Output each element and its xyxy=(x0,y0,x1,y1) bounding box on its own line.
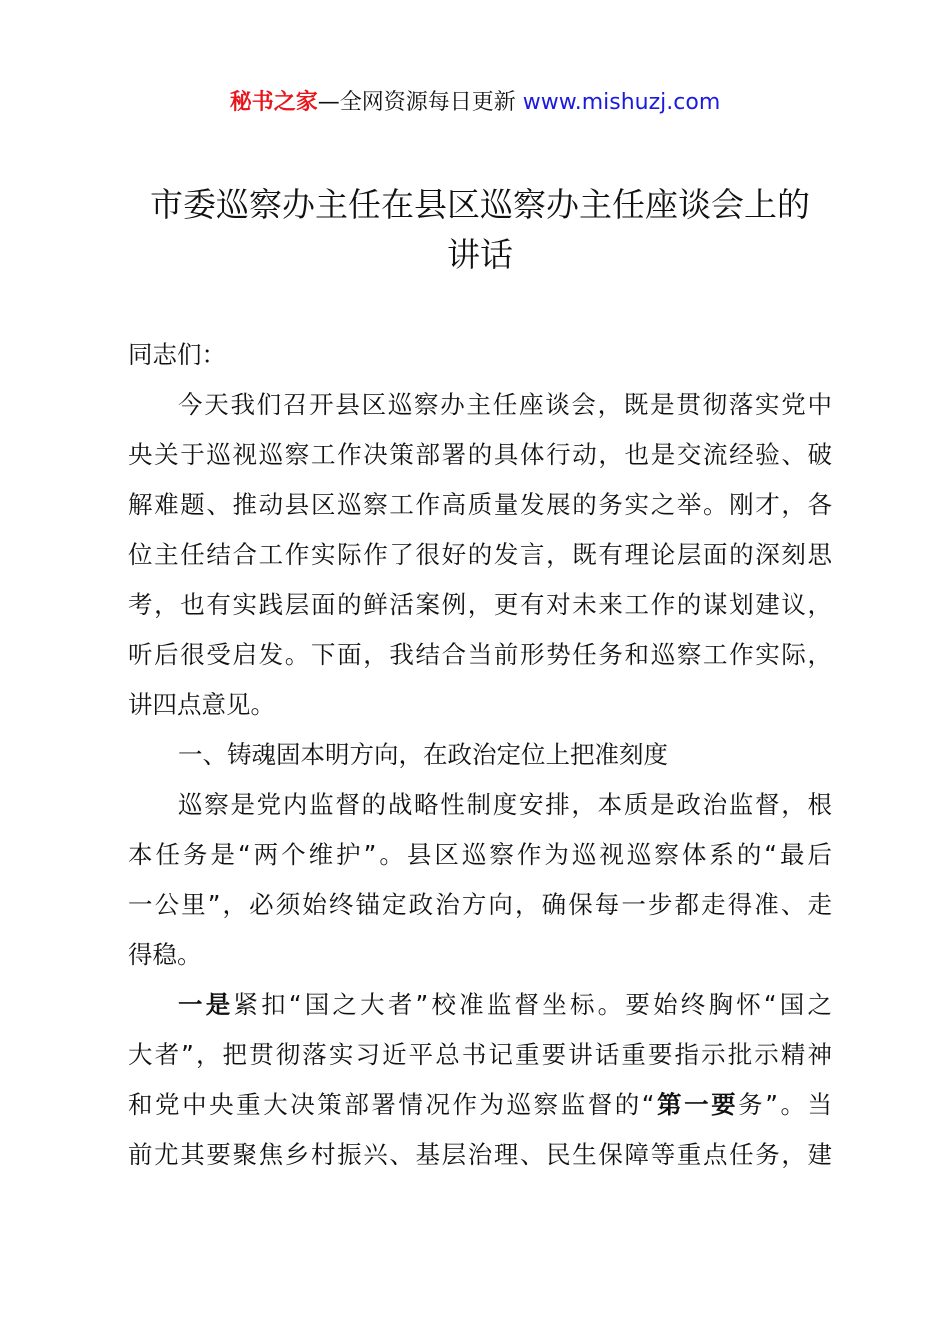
salutation: 同志们： xyxy=(128,340,226,369)
paragraph-line: 巡察是党内监督的战略性制度安排，本质是政治监督，根 xyxy=(178,790,832,819)
paragraph-line xyxy=(128,980,832,1030)
paragraph-line: 讲四点意见。 xyxy=(128,690,275,719)
site-header xyxy=(0,88,950,118)
paragraph-line: 前尤其要聚焦乡村振兴、基层治理、民生保障等重点任务，建 xyxy=(128,1140,832,1169)
title-line-1: 市委巡察办主任在县区巡察办主任座谈会上的 xyxy=(150,185,810,224)
point-text: 紧扣“国之大者”校准监督坐标。要始终胸怀“国之 xyxy=(233,990,833,1019)
paragraph-line: 今天我们召开县区巡察办主任座谈会，既是贯彻落实党中 xyxy=(178,390,832,419)
paragraph-line: 解难题、推动县区巡察工作高质量发展的务实之举。刚才，各 xyxy=(128,490,832,519)
paragraph-line: 本任务是“两个维护”。县区巡察作为巡视巡察体系的“最后 xyxy=(128,840,832,869)
paragraph-line: 一公里”，必须始终锚定政治方向，确保每一步都走得准、走 xyxy=(128,890,832,919)
paragraph-line: 听后很受启发。下面，我结合当前形势任务和巡察工作实际， xyxy=(128,640,832,669)
paragraph-line xyxy=(128,1080,832,1130)
paragraph-intro xyxy=(128,380,832,730)
document-title xyxy=(110,180,850,280)
emphasis-bold: 第一要 xyxy=(654,1090,739,1119)
section-heading-1: 一、铸魂固本明方向，在政治定位上把准刻度 xyxy=(178,740,668,769)
brand-name: 秘书之家 xyxy=(229,90,318,115)
paragraph-section-1 xyxy=(128,780,832,980)
point-lead-bold: 一是 xyxy=(178,990,234,1019)
paragraph-line: 央关于巡视巡察工作决策部署的具体行动，也是交流经验、破 xyxy=(128,440,832,469)
site-link[interactable]: www.mishuzj.com xyxy=(522,90,721,115)
paragraph-line: 得稳。 xyxy=(128,940,202,969)
title-line-2: 讲话 xyxy=(447,235,513,274)
paragraph-line: 位主任结合工作实际作了很好的发言，既有理论层面的深刻思 xyxy=(128,540,832,569)
point-text: 务”。当 xyxy=(738,1090,832,1119)
header-slogan: —全网资源每日更新 xyxy=(317,90,523,115)
point-text: 和党中央重大决策部署情况作为巡察监督的“ xyxy=(128,1090,655,1119)
paragraph-point-1 xyxy=(128,980,832,1180)
paragraph-line: 考，也有实践层面的鲜活案例，更有对未来工作的谋划建议， xyxy=(128,590,832,619)
document-body xyxy=(128,330,832,1180)
paragraph-line: 大者”，把贯彻落实习近平总书记重要讲话重要指示批示精神 xyxy=(128,1040,832,1069)
